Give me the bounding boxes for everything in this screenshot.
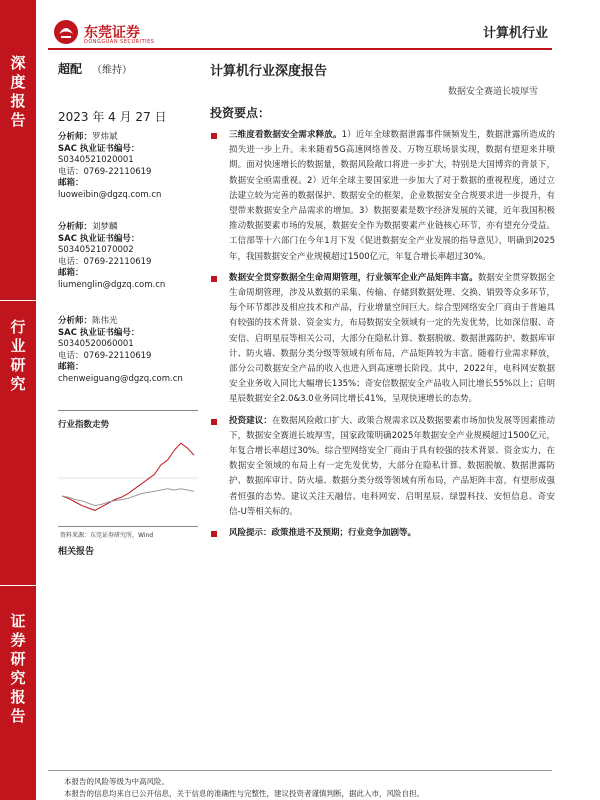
bullet-square-icon xyxy=(211,133,217,139)
footer-disclaimer: 本报告的信息均来自已公开信息，关于信息的准确性与完整性，建议投资者谨慎判断，据此入市，风险自担。 xyxy=(64,789,424,798)
analyst-label: 分析师： xyxy=(58,316,93,326)
highlight-lead: 风险提示： xyxy=(229,528,272,539)
related-reports-heading: 相关报告 xyxy=(58,547,95,557)
highlight-text: 数据安全贯穿数据全生命周期管理，涉及从数据的采集、传输、存储到数据处理、交换、销毁等众多环节，每个环节都涉及相应技术和产品，行业增量空间巨大。综合型网络安全厂商由于普遍具有较强的技术背景、资金实力，布局数据安全领域有一定的先发优势，比如深信服、奇安信、启明星辰等相关公司，大部分在隐私计算、数据脱敏、数据泄露防护、数据库审计、防火墙、数据分类分级等领域有所布局，产品矩阵较为丰富。随着行业需求释放，部分公司数据安全产品的收入也进入到高速增长阶段。其中，2022年，电科网安数据安全业务收入同比大幅增长135%；奇安信数据安全产品收入同比增长55%以上；启明星辰数据安全2.0&3.0业务同比增长41%，呈现快速增长的态势。 xyxy=(229,272,555,405)
analyst-card xyxy=(58,132,198,201)
logo-mark-icon xyxy=(52,18,80,46)
rating xyxy=(58,60,132,77)
analyst-phone: 电话：0769-22110619 xyxy=(58,350,152,361)
analyst-label: 分析师： xyxy=(58,222,93,232)
analyst-card xyxy=(58,316,198,385)
chart-source: 资料来源：东莞证券研究所，Wind xyxy=(60,532,154,539)
header-rule xyxy=(48,48,552,50)
rating-value: 超配 xyxy=(58,62,83,76)
report-subtitle: 数据安全赛道长坡厚雪 xyxy=(447,87,538,97)
sidebar-section-securities-report: 证 券 研 究 报 告 xyxy=(10,612,26,725)
sidebar-section-industry-research: 行 业 研 究 xyxy=(10,318,26,393)
investment-highlights-heading: 投资要点： xyxy=(210,106,271,120)
analyst-label: 分析师： xyxy=(58,132,93,142)
logo-text: 东莞证券 xyxy=(84,25,140,41)
highlight-lead: 数据安全贯穿数据全生命周期管理，行业领军企业产品矩阵丰富。 xyxy=(229,272,478,283)
highlight-item xyxy=(210,526,555,541)
analyst-cert-label: SAC 执业证书编号： xyxy=(58,233,140,244)
chart-series-line-1 xyxy=(62,489,194,506)
analyst-phone: 电话：0769-22110619 xyxy=(58,166,152,177)
report-title: 计算机行业深度报告 xyxy=(210,64,328,79)
report-date: 2023 年 4 月 27 日 xyxy=(58,110,167,124)
analyst-cert-label: SAC 执业证书编号： xyxy=(58,143,140,154)
analyst-cert-label: SAC 执业证书编号： xyxy=(58,327,140,338)
sidebar-section-deep-report: 深 度 报 告 xyxy=(10,54,26,129)
highlight-text: 1）近年全球数据泄露事件频频发生，数据泄露所造成的损失进一步上升。未来随着5G高速网络普及、万物互联场景实现，数据有望迎来井喷期。面对快速增长的数据量，数据风险敞口将进一步扩大，特别是大国博弈的背景下，数据安全亟需重视。2）近年全球主要国家进一步加大了对于数据的重视程度，通过立法建立较为完善的数据保护、数据安全的框架，企业数据安全合规要求进一步提升，有望带来数据安全产品需求的增加。3）数据要素是数字经济发展的关键，近年我国积极推动数据要素市场的发展，数据安全作为数据要素产业链核心环节，亦有望充分受益。工信部等十六部门在今年1月下发《促进数据安全产业发展的指导意见》，明确到2025年，我国数据安全产业规模超过1500亿元，年复合增长率超过30%。 xyxy=(229,130,555,262)
analyst-email-label: 邮箱： xyxy=(58,362,84,372)
rating-note: （维持） xyxy=(92,65,133,76)
highlight-item xyxy=(210,128,555,265)
investment-highlights xyxy=(210,128,555,547)
left-divider xyxy=(58,410,198,411)
analyst-name: 陈伟光 xyxy=(92,316,118,326)
index-trend-chart xyxy=(58,432,198,524)
analyst-cert: S0340521020001 xyxy=(58,155,134,165)
analyst-name: 刘梦麟 xyxy=(92,222,118,232)
highlight-item xyxy=(210,271,555,408)
header-industry: 计算机行业 xyxy=(482,26,548,41)
footer xyxy=(64,776,424,800)
analyst-phone: 电话：0769-22110619 xyxy=(58,256,152,267)
analyst-email[interactable]: luoweibin@dgzq.com.cn xyxy=(58,189,162,200)
footer-risk-level: 本报告的风险等级为中高风险。 xyxy=(64,777,169,786)
footer-rule xyxy=(48,770,552,771)
highlight-item xyxy=(210,414,555,520)
logo-subtext: DONGGUAN SECURITIES xyxy=(84,39,155,45)
analyst-card xyxy=(58,222,198,291)
bullet-square-icon xyxy=(211,419,217,425)
highlight-lead: 投资建议： xyxy=(229,415,272,426)
analyst-cert: S0340521070002 xyxy=(58,245,134,255)
analyst-email[interactable]: chenweiguang@dgzq.com.cn xyxy=(58,373,183,384)
highlight-text: 政策推进不及预期；行业竞争加剧等。 xyxy=(271,528,417,539)
bullet-square-icon xyxy=(211,276,217,282)
highlight-text: 在数据风险敞口扩大、政策合规需求以及数据要素市场加快发展等因素推动下，数据安全赛道长坡厚雪，国家政策明确2025年数据安全产业规模超过1500亿元，年复合增长率超过30%。综合型网络安全厂商由于具有较强的技术背景、资金实力，在数据安全领域的布局上有一定先发优势，大部分在隐私计算、数据脱敏、数据泄露防护、数据库审计、防火墙、数据分类分级等领域有所布局，产品矩阵丰富，有望形成强者恒强的态势。建议关注天融信、电科网安、启明星辰、绿盟科技、安恒信息、奇安信-U等相关标的。 xyxy=(229,415,555,517)
analyst-name: 罗炜斌 xyxy=(92,132,118,142)
chart-title: 行业指数走势 xyxy=(58,420,110,430)
analyst-email-label: 邮箱： xyxy=(58,178,84,188)
sidebar-divider xyxy=(0,300,36,301)
bullet-square-icon xyxy=(211,531,217,537)
company-logo xyxy=(52,18,155,46)
analyst-email[interactable]: liumenglin@dgzq.com.cn xyxy=(58,279,166,290)
analyst-cert: S0340520060001 xyxy=(58,339,134,349)
analyst-email-label: 邮箱： xyxy=(58,268,84,278)
highlight-lead: 三维度看数据安全需求释放。 xyxy=(229,130,342,140)
left-divider xyxy=(58,526,198,527)
sidebar-divider xyxy=(0,585,36,586)
